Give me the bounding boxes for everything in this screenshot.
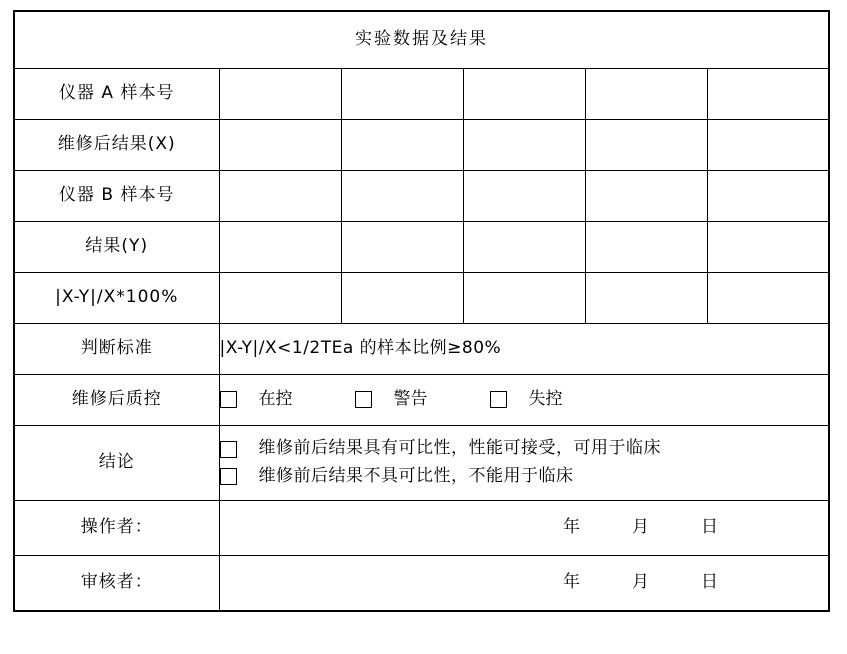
data-cell[interactable] xyxy=(341,171,463,222)
judgement-criteria-value: |X-Y|/X<1/2TEa 的样本比例≥80% xyxy=(219,324,829,375)
row-label-judgement-criteria: 判断标准 xyxy=(14,324,219,375)
data-cell[interactable] xyxy=(707,171,829,222)
table-row xyxy=(14,69,829,120)
checkbox-icon[interactable] xyxy=(490,391,507,408)
qc-option-label: 警告 xyxy=(393,389,428,410)
data-cell[interactable] xyxy=(341,222,463,273)
data-cell[interactable] xyxy=(585,69,707,120)
data-cell[interactable] xyxy=(341,120,463,171)
data-cell[interactable] xyxy=(219,120,341,171)
data-cell[interactable] xyxy=(219,273,341,324)
checkbox-icon[interactable] xyxy=(355,391,372,408)
data-cell[interactable] xyxy=(585,273,707,324)
row-label-conclusion: 结论 xyxy=(14,426,219,501)
date-year-label: 年 xyxy=(563,572,580,593)
reviewer-label: 审核者： xyxy=(14,556,219,612)
table-row-title xyxy=(14,11,829,69)
data-cell[interactable] xyxy=(707,273,829,324)
conclusion-option-comparable[interactable] xyxy=(220,437,829,461)
data-cell[interactable] xyxy=(341,273,463,324)
qc-option-label: 失控 xyxy=(528,389,563,410)
table-row xyxy=(14,171,829,222)
date-month-label: 月 xyxy=(632,572,649,593)
conclusion-options-group xyxy=(219,426,829,501)
data-cell[interactable] xyxy=(585,222,707,273)
data-cell[interactable] xyxy=(707,222,829,273)
data-cell[interactable] xyxy=(707,120,829,171)
table-row xyxy=(14,120,829,171)
experiment-data-sheet xyxy=(0,10,847,654)
table-row-reviewer-signature xyxy=(14,556,829,612)
data-cell[interactable] xyxy=(585,171,707,222)
conclusion-option-label: 维修前后结果不具可比性，不能用于临床 xyxy=(258,466,574,486)
row-label-instrument-a-sample: 仪器 A 样本号 xyxy=(14,69,219,120)
operator-date-field[interactable] xyxy=(219,501,829,556)
qc-option-warning[interactable] xyxy=(355,388,428,412)
checkbox-icon[interactable] xyxy=(220,391,237,408)
checkbox-icon[interactable] xyxy=(220,468,237,485)
data-cell[interactable] xyxy=(463,171,585,222)
conclusion-option-not-comparable[interactable] xyxy=(220,465,829,489)
data-cell[interactable] xyxy=(219,222,341,273)
table-row xyxy=(14,273,829,324)
data-cell[interactable] xyxy=(219,171,341,222)
page-title: 实验数据及结果 xyxy=(14,11,829,69)
row-label-result-after-repair-x: 维修后结果(X) xyxy=(14,120,219,171)
row-label-relative-difference: |X-Y|/X*100% xyxy=(14,273,219,324)
data-cell[interactable] xyxy=(585,120,707,171)
data-cell[interactable] xyxy=(463,273,585,324)
date-year-label: 年 xyxy=(563,517,580,538)
date-day-label: 日 xyxy=(701,517,718,538)
data-cell[interactable] xyxy=(463,69,585,120)
date-day-label: 日 xyxy=(701,572,718,593)
data-cell[interactable] xyxy=(707,69,829,120)
operator-label: 操作者： xyxy=(14,501,219,556)
table-row-conclusion xyxy=(14,426,829,501)
table-row-operator-signature xyxy=(14,501,829,556)
qc-option-label: 在控 xyxy=(258,389,293,410)
table-row-qc xyxy=(14,375,829,426)
reviewer-date-field[interactable] xyxy=(219,556,829,612)
conclusion-option-label: 维修前后结果具有可比性，性能可接受，可用于临床 xyxy=(258,438,661,459)
checkbox-icon[interactable] xyxy=(220,441,237,458)
row-label-result-y: 结果(Y) xyxy=(14,222,219,273)
qc-option-in-control[interactable] xyxy=(220,388,293,412)
table-row xyxy=(14,222,829,273)
qc-options-group xyxy=(219,375,829,426)
data-cell[interactable] xyxy=(219,69,341,120)
data-cell[interactable] xyxy=(463,120,585,171)
data-cell[interactable] xyxy=(341,69,463,120)
experiment-result-table xyxy=(13,10,830,612)
row-label-instrument-b-sample: 仪器 B 样本号 xyxy=(14,171,219,222)
data-cell[interactable] xyxy=(463,222,585,273)
table-row-criteria xyxy=(14,324,829,375)
date-month-label: 月 xyxy=(632,517,649,538)
qc-option-out-of-control[interactable] xyxy=(490,388,563,412)
row-label-qc-after-repair: 维修后质控 xyxy=(14,375,219,426)
